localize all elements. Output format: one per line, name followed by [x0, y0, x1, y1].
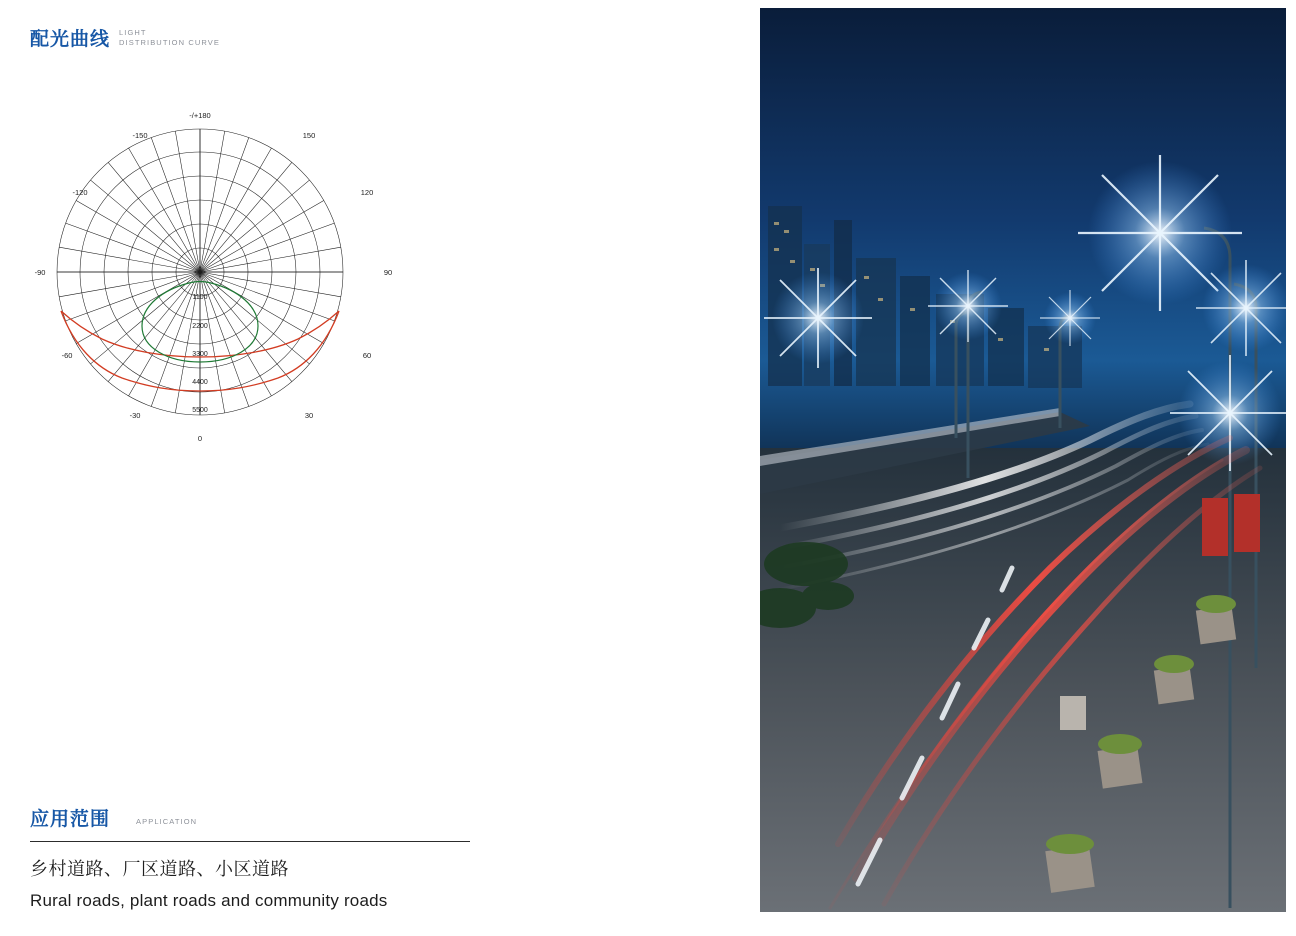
section-title-en-line2: DISTRIBUTION CURVE — [119, 38, 220, 48]
angle-label-0: 0 — [197, 434, 203, 443]
application-divider — [30, 841, 470, 842]
section-title-en-line1: LIGHT — [119, 28, 147, 37]
radial-label-2200: 2200 — [192, 323, 208, 330]
angle-label-neg90: -90 — [34, 268, 46, 277]
angle-label-120: 120 — [360, 188, 374, 197]
angle-label-neg30: -30 — [129, 411, 141, 420]
application-text-cn: 乡村道路、厂区道路、小区道路 — [30, 859, 289, 879]
section-title-cn-application: 应用范围 — [30, 809, 111, 830]
application-photo — [760, 8, 1286, 912]
light-distribution-curve-chart — [22, 100, 422, 460]
section-title-en-light-curve — [119, 28, 220, 48]
night-road-photo-svg — [760, 8, 1286, 912]
angle-label-180: -/+180 — [189, 111, 211, 120]
angle-label-neg60: -60 — [61, 351, 73, 360]
angle-label-neg120: -120 — [72, 188, 88, 197]
radial-label-5500: 5500 — [192, 407, 208, 414]
section-header-application — [30, 810, 197, 829]
polar-chart-svg — [22, 100, 422, 460]
section-title-en-application: APPLICATION — [136, 816, 198, 826]
polar-origin-marker — [198, 270, 201, 273]
section-title-cn-light-curve: 配光曲线 — [30, 29, 111, 51]
angle-label-150: 150 — [302, 131, 316, 140]
angle-label-30: 30 — [304, 411, 314, 420]
angle-label-90: 90 — [383, 268, 393, 277]
section-header-light-curve — [30, 28, 220, 49]
radial-label-3300: 3300 — [192, 351, 208, 358]
angle-label-60: 60 — [362, 351, 372, 360]
angle-label-neg150: -150 — [132, 131, 148, 140]
radial-label-4400: 4400 — [192, 379, 208, 386]
application-text-en: Rural roads, plant roads and community roads — [30, 891, 388, 910]
radial-label-1100: 1100 — [192, 294, 208, 301]
